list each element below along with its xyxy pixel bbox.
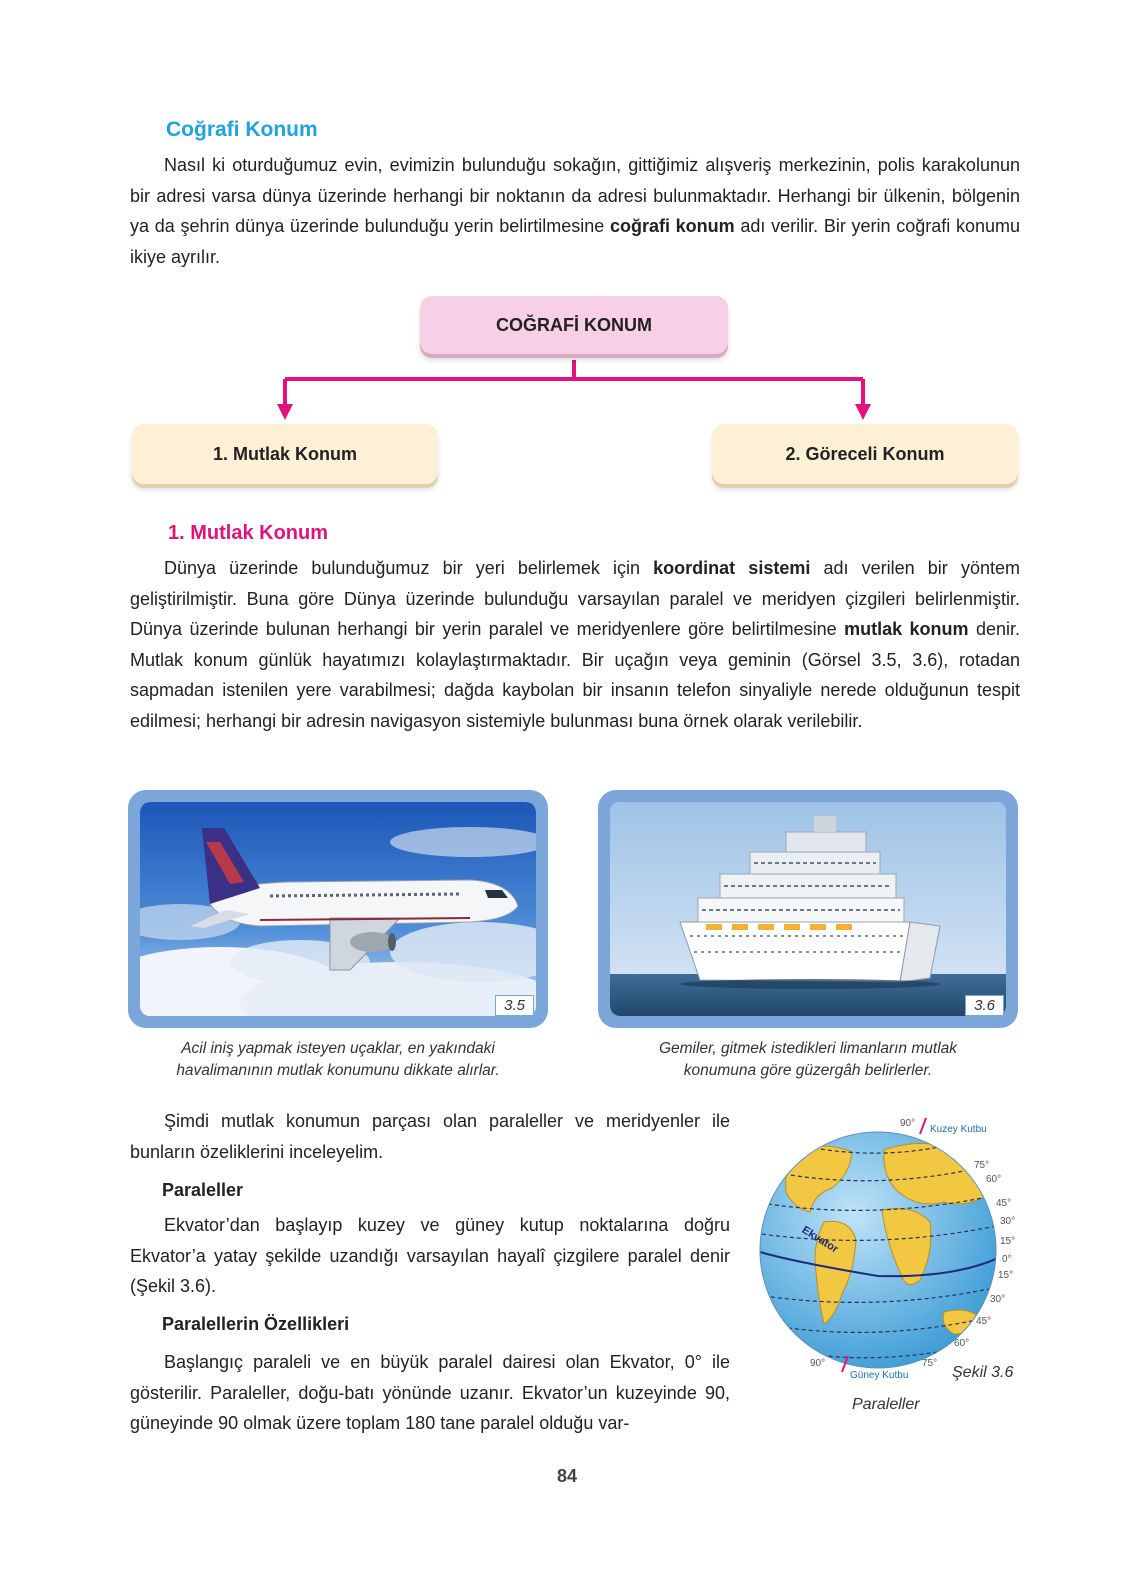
caption-airplane: Acil iniş yapmak isteyen uçaklar, en yakındaki havalimanının mutlak konumunu dikkate alırlar. — [176, 1040, 500, 1079]
diagram-box-mutlak-konum: 1. Mutlak Konum — [132, 424, 438, 484]
south-pole-degree: 90° — [810, 1358, 826, 1369]
tick-s30: 30° — [990, 1294, 1006, 1305]
tick-s15: 15° — [998, 1270, 1014, 1281]
figure-3-6-title: Paraleller — [852, 1396, 920, 1413]
tick-0: 0° — [1002, 1254, 1012, 1265]
mutlak-konum-heading: 1. Mutlak Konum — [168, 522, 329, 544]
diagram-box-cografi-konum: COĞRAFİ KONUM — [420, 296, 728, 354]
tick-n60: 60° — [986, 1174, 1002, 1185]
photo-frame-airplane — [128, 790, 548, 1028]
south-pole-label: Güney Kutbu — [850, 1370, 909, 1381]
figure-number-3-5: 3.5 — [495, 995, 534, 1016]
tick-s45: 45° — [976, 1316, 992, 1327]
photo-frame-ship — [598, 790, 1018, 1028]
paraleller-intro: Şimdi mutlak konumun parçası olan paraleller ve meridyenler ile bunların özeliklerini inceleyelim. — [130, 1111, 730, 1162]
tick-n75: 75° — [974, 1160, 990, 1171]
caption-ship: Gemiler, gitmek istedikleri limanların mutlak konumuna göre güzergâh belirlerler. — [658, 1040, 958, 1079]
paraleller-heading: Paraleller — [162, 1180, 244, 1200]
tick-n15: 15° — [1000, 1236, 1016, 1247]
globe-figure — [754, 1112, 1054, 1432]
diagram-connector — [0, 0, 1134, 430]
tick-n45: 45° — [996, 1198, 1012, 1209]
north-pole-label: Kuzey Kutbu — [930, 1124, 987, 1135]
tick-s60: 60° — [954, 1338, 970, 1349]
mutlak-konum-paragraph: Dünya üzerinde bulunduğumuz bir yeri belirlemek için koordinat sistemi adı verilen bir yöntem geliştirilmiştir. Buna göre Dünya üzerinde bulunduğu varsayılan paralel ve meridyen çizgileri belirlenmiştir. Dünya üzerinde bulunan herhangi bir yerin paralel ve meridyenlere göre belirtilmesine mutlak konum denir. Mutlak konum günlük hayatımızı kolaylaştırmaktadır. Bir uçağın veya geminin (Görsel 3.5, 3.6), rotadan sapmadan istenilen yere varabilmesi; dağda kaybolan bir insanın telefon sinyaliyle nerede olduğunun tespit edilmesi; herhangi bir adresin navigasyon sistemiyle bulunması buna örnek olarak verilebilir. — [130, 558, 1020, 731]
page-number: 84 — [556, 1466, 578, 1486]
paraleller-definition: Ekvator’dan başlayıp kuzey ve güney kutup noktalarına doğru Ekvator’a yatay şekilde uzandığı varsayılan hayalî çizgilere paralel denir (Şekil 3.6). — [130, 1215, 730, 1296]
north-pole-degree: 90° — [900, 1118, 916, 1129]
intro-paragraph: Nasıl ki oturduğumuz evin, evimizin bulunduğu sokağın, gittiğimiz alışveriş merkezinin, polis karakolunun bir adresi varsa dünya üzerinde herhangi bir noktanın da adresi bulunmaktadır. Herhangi bir ülkenin, bölgenin ya da şehrin dünya üzerinde bulunduğu yerin belirtilmesine coğrafi konum adı verilir. Bir yerin coğrafi konumu ikiye ayrılır. — [130, 155, 1021, 267]
airplane-image — [140, 802, 536, 1016]
diagram-box-goreceli-konum: 2. Göreceli Konum — [712, 424, 1018, 484]
ship-image — [610, 802, 1006, 1016]
tick-s75: 75° — [922, 1358, 938, 1369]
equator-label: Ekvator — [799, 1224, 841, 1256]
paralellerin-ozellikleri-heading: Paralellerin Özellikleri — [162, 1314, 350, 1334]
figure-number-3-6: 3.6 — [965, 995, 1004, 1016]
figure-3-6-number: Şekil 3.6 — [952, 1364, 1014, 1381]
paralellerin-ozellikleri-paragraph: Başlangıç paraleli ve en büyük paralel dairesi olan Ekvator, 0° ile gösterilir. Paraleller, doğu-batı yönünde uzanır. Ekvator’un kuzeyinde 90, güneyinde 90 olmak üzere toplam 180 tane paralel olduğu var- — [130, 1352, 730, 1433]
section-title: Coğrafi Konum — [166, 118, 318, 141]
tick-n30: 30° — [1000, 1216, 1016, 1227]
